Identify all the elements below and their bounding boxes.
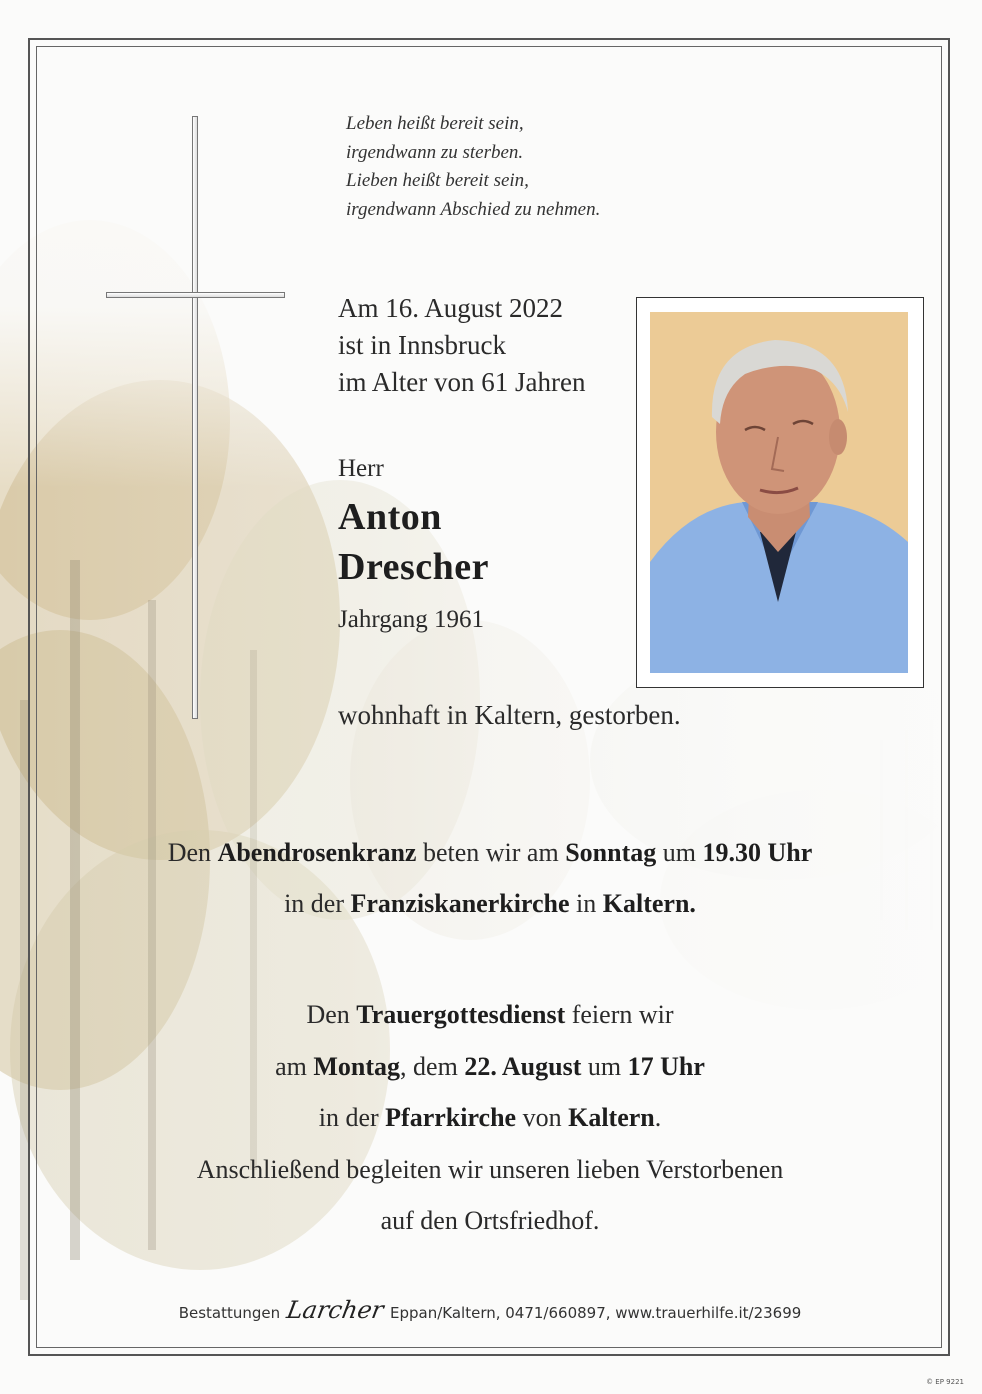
residence-line: wohnhaft in Kaltern, gestorben. (338, 700, 681, 730)
birth-year: Jahrgang 1961 (338, 606, 485, 633)
intro-line: Am 16. August 2022 (338, 293, 564, 323)
mass-line-3: in der Pfarrkirche von Kaltern. (318, 1103, 662, 1132)
deceased-name (338, 492, 489, 592)
portrait-photo (650, 312, 908, 673)
footer-contact: Eppan/Kaltern, 0471/660897, www.trauerhilfe.it/23699 (390, 1304, 802, 1322)
mass-line-5: auf den Ortsfriedhof. (380, 1206, 600, 1235)
portrait-frame (636, 297, 924, 688)
poem-line: irgendwann Abschied zu nehmen. (346, 198, 601, 220)
cross-horizontal-beam (106, 292, 285, 298)
mass-line-2: am Montag, dem 22. August um 17 Uhr (275, 1052, 705, 1081)
cross-vertical-beam (192, 116, 198, 719)
death-notice-intro (338, 290, 585, 401)
funeral-home-footer (40, 1296, 940, 1324)
salutation: Herr (338, 455, 384, 482)
poem-line: Leben heißt bereit sein, (346, 113, 524, 134)
intro-line: im Alter von 61 Jahren (338, 367, 586, 397)
rosary-line-1: Den Abendrosenkranz beten wir am Sonntag um 19.30 Uhr (167, 838, 813, 867)
first-name: Anton (338, 496, 442, 538)
poem-line: irgendwann zu sterben. (346, 141, 524, 163)
poem (346, 110, 746, 224)
last-name: Drescher (338, 546, 490, 588)
footer-prefix: Bestattungen (178, 1304, 281, 1322)
larcher-logo: Larcher (284, 1296, 386, 1324)
inner-border (36, 46, 942, 1348)
intro-line: ist in Innsbruck (338, 330, 506, 360)
mass-line-1: Den Trauergottesdienst feiern wir (306, 1000, 674, 1029)
rosary-line-2: in der Franziskanerkirche in Kaltern. (284, 889, 696, 918)
mass-line-4: Anschließend begleiten wir unseren lieben Verstorbenen (196, 1155, 784, 1184)
reference-code: © EP 9221 (926, 1378, 964, 1386)
poem-line: Lieben heißt bereit sein, (346, 170, 529, 191)
